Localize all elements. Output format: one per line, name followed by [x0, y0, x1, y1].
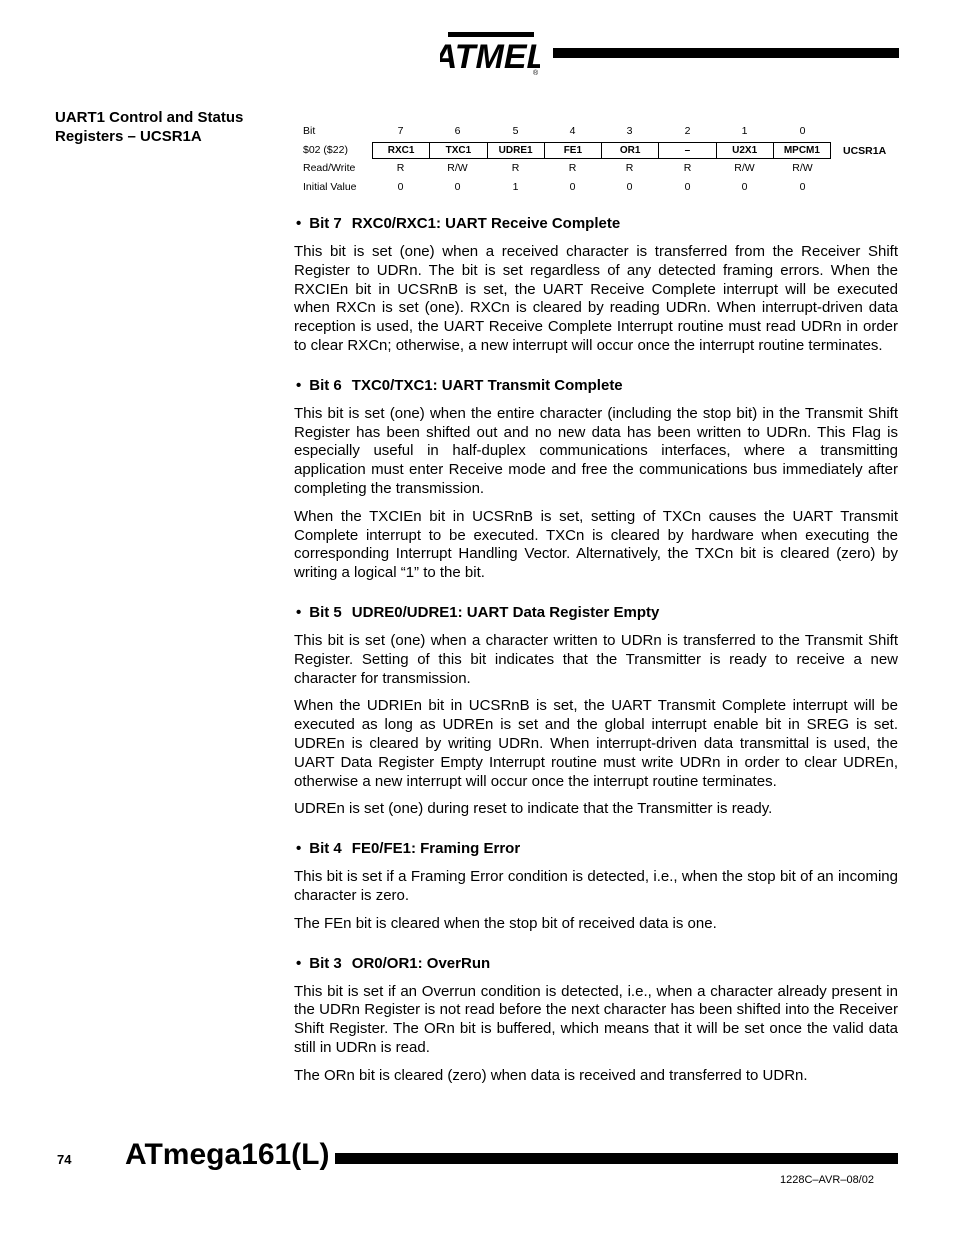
bit-number: 7: [397, 125, 404, 137]
bit-heading: • Bit 4 FE0/FE1: Framing Error: [296, 840, 521, 858]
initial-value: 0: [454, 181, 461, 193]
atmel-logo-graphic: [440, 28, 540, 78]
access-value: R/W: [447, 162, 468, 174]
initial-value: 0: [799, 181, 806, 193]
section-heading: UART1 Control and Status Registers – UCSR1A: [55, 109, 244, 145]
register-field: UDRE1: [488, 143, 545, 158]
register-field: MPCM1: [783, 145, 820, 156]
footer-rule: [335, 1153, 898, 1164]
access-value: R: [568, 162, 577, 174]
register-field: TXC1: [430, 143, 487, 158]
register-field: OR1: [602, 143, 659, 158]
initial-value: 0: [684, 181, 691, 193]
bit-heading: • Bit 7 RXC0/RXC1: UART Receive Complete: [296, 215, 621, 232]
bit-number: 2: [684, 125, 691, 137]
access-value: R/W: [734, 162, 755, 174]
initial-value: 0: [397, 181, 404, 193]
access-value: R: [625, 162, 634, 174]
paragraph: This bit is set (one) when a character written to UDRn is transferred to the Transmit Shift Register. Setting of this bit indicates that the Transmitter is ready to receive a new character for transmission.: [294, 631, 898, 687]
paragraph: The ORn bit is cleared (zero) when data is received and transferred to UDRn.: [294, 1066, 808, 1084]
access-value: R/W: [792, 162, 813, 174]
document-title: ATmega161(L): [125, 1138, 330, 1171]
register-name: UCSR1A: [843, 145, 887, 157]
paragraph: UDREn is set (one) during reset to indicate that the Transmitter is ready.: [294, 800, 773, 818]
paragraph: This bit is set (one) when a received character is transferred from the Receiver Shift Register to UDRn. The bit is set regardless of any detected framing errors. When the RXCIEn bit in UCSRnB is set, the UART Receive Complete interrupt will be executed when RXCn is set (one). RXCn is cleared by reading UDRn. When interrupt-driven data reception is used, the UART Receive Complete Interrupt routine must read UDRn in order to clear RXCn; otherwise, a new interrupt will occur once the interrupt routine terminates.: [294, 243, 898, 354]
register-field: U2X1: [717, 143, 774, 158]
bit-heading: • Bit 3 OR0/OR1: OverRun: [296, 954, 491, 972]
bit-heading: • Bit 5 UDRE0/UDRE1: UART Data Register Empty: [296, 603, 660, 621]
access-value: R: [683, 162, 692, 174]
bit-number: 5: [512, 125, 519, 137]
atmel-logo: [440, 28, 540, 78]
paragraph: This bit is set if a Framing Error condition is detected, i.e., when the stop bit of an incoming character is zero.: [294, 868, 898, 904]
paragraph: This bit is set (one) when the entire character (including the stop bit) in the Transmit Shift Register has been shifted out and no new data has been written to UDRn. This Flag is especially useful in half-duplex communications interfaces, where a transmitting application must enter Receive mode and free the communications bus immediately after completing the transmission.: [294, 404, 898, 497]
bit-number: 3: [626, 125, 633, 137]
initial-value: 0: [741, 181, 748, 193]
bit-descriptions: [294, 214, 898, 1095]
initial-value: 0: [626, 181, 633, 193]
paragraph: When the TXCIEn bit in UCSRnB is set, setting of TXCn causes the UART Transmit Complete interrupt to be executed. TXCn is cleared by hardware when executing the corresponding Interrupt Handling Vector. Alternatively, the TXCn bit is cleared (zero) by writing a logical “1” to the bit.: [294, 507, 898, 582]
bit-heading: • Bit 6 TXC0/TXC1: UART Transmit Complete: [296, 376, 623, 394]
row-label-bit: Bit: [303, 125, 316, 137]
register-field: RXC1: [373, 143, 430, 158]
bit-number: 4: [569, 125, 576, 137]
register-fields: [372, 142, 831, 159]
header-rule: [553, 48, 899, 58]
paragraph: The FEn bit is cleared when the stop bit of received data is one.: [294, 914, 717, 932]
access-value: R: [396, 162, 405, 174]
paragraph: This bit is set if an Overrun condition is detected, i.e., when a character already present in the UDRn Register is not read before the next character has been shifted into the Receiver Shift Register. The ORn bit is buffered, which means that it will be set once the valid data still in UDRn is read.: [294, 982, 898, 1056]
bit-number: 6: [454, 125, 461, 137]
svg-text:ATMEL: TME: [454, 38, 527, 76]
bit-number: 1: [741, 125, 748, 137]
row-label-address: $02 ($22): [303, 144, 348, 156]
page-number: 74: [57, 1152, 72, 1167]
row-label-read-write: Read/Write: [303, 162, 356, 174]
registered-mark: ®: [533, 70, 539, 77]
access-value: R: [511, 162, 520, 174]
bit-number: 0: [799, 125, 806, 137]
register-field: FE1: [545, 143, 602, 158]
initial-value: 0: [569, 181, 576, 193]
register-field: –: [659, 143, 716, 158]
row-label-initial-value: Initial Value: [303, 181, 357, 193]
document-code: 1228C–AVR–08/02: [780, 1174, 874, 1186]
paragraph: When the UDRIEn bit in UCSRnB is set, the UART Transmit Complete interrupt will be executed as long as UDREn is set and the global interrupt enable bit in SREG is set. UDREn is cleared by writing UDRn. When interrupt-driven data transmittal is used, the UART Data Register Empty Interrupt routine must write UDRn in order to clear UDREn, otherwise a new interrupt will occur once the interrupt routine terminates.: [294, 697, 898, 790]
initial-value: 1: [512, 181, 519, 193]
